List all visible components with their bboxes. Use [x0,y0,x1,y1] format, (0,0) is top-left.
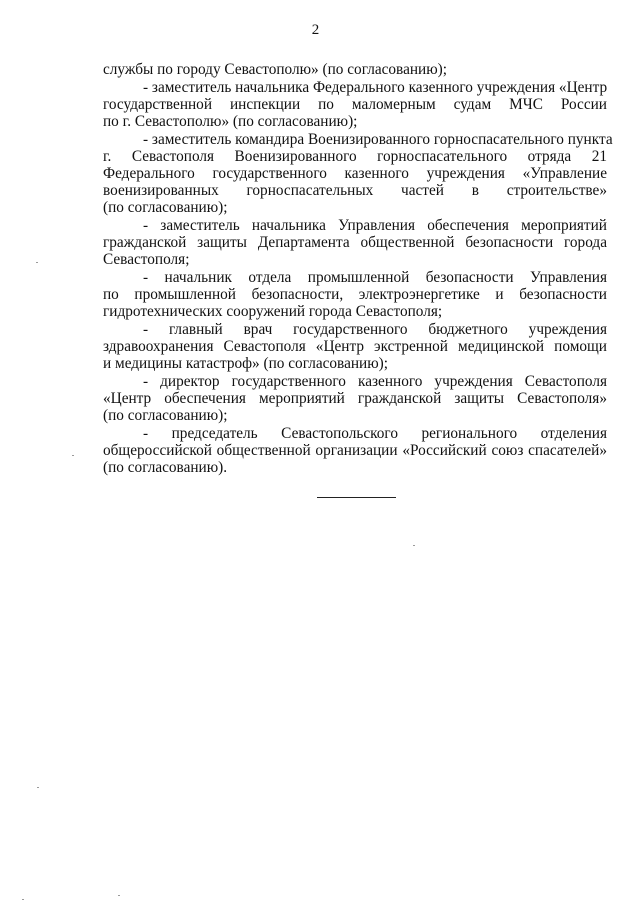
scan-speck [118,895,120,896]
text-line: гражданской защиты Департамента общественной безопасности города [103,234,607,251]
text-line: (по согласованию). [103,459,228,476]
scan-speck [413,545,415,546]
end-divider-line [317,497,396,498]
text-line: гидротехнических сооружений города Севастополя; [103,303,443,320]
text-line: - председатель Севастопольского регионального отделения [143,425,607,442]
text-line: (по согласованию); [103,407,228,424]
text-line: по г. Севастополю» (по согласованию); [103,113,358,130]
text-line: службы по городу Севастополю» (по согласованию); [103,61,448,78]
scan-speck [22,899,24,900]
scan-speck [36,262,38,263]
page-number: 2 [311,22,320,38]
text-line: - заместитель командира Военизированного горноспасательного пункта [143,131,613,148]
text-line: по промышленной безопасности, электроэнергетике и безопасности [103,286,607,303]
text-line: «Центр обеспечения мероприятий гражданской защиты Севастополя» [103,390,607,407]
scan-speck [72,455,74,456]
text-line: г. Севастополя Военизированного горноспасательного отряда 21 [103,148,607,165]
text-line: - заместитель начальника Управления обеспечения мероприятий [143,217,607,234]
text-line: здравоохранения Севастополя «Центр экстренной медицинской помощи [103,338,607,355]
text-line: общероссийской общественной организации «Российский союз спасателей» [103,442,607,459]
text-line: - заместитель начальника Федерального казенного учреждения «Центр [143,79,608,96]
text-line: государственной инспекции по маломерным судам МЧС России [103,96,607,113]
text-line: (по согласованию); [103,199,228,216]
text-line: - начальник отдела промышленной безопасности Управления [143,269,607,286]
text-line: - главный врач государственного бюджетного учреждения [143,321,607,338]
text-line: - директор государственного казенного учреждения Севастополя [143,373,607,390]
text-line: Федерального государственного казенного учреждения «Управление [103,165,607,182]
text-line: и медицины катастроф» (по согласованию); [103,355,389,372]
text-line: военизированных горноспасательных частей в строительстве» [103,182,607,199]
text-line: Севастополя; [103,251,190,268]
scan-speck [37,787,39,788]
